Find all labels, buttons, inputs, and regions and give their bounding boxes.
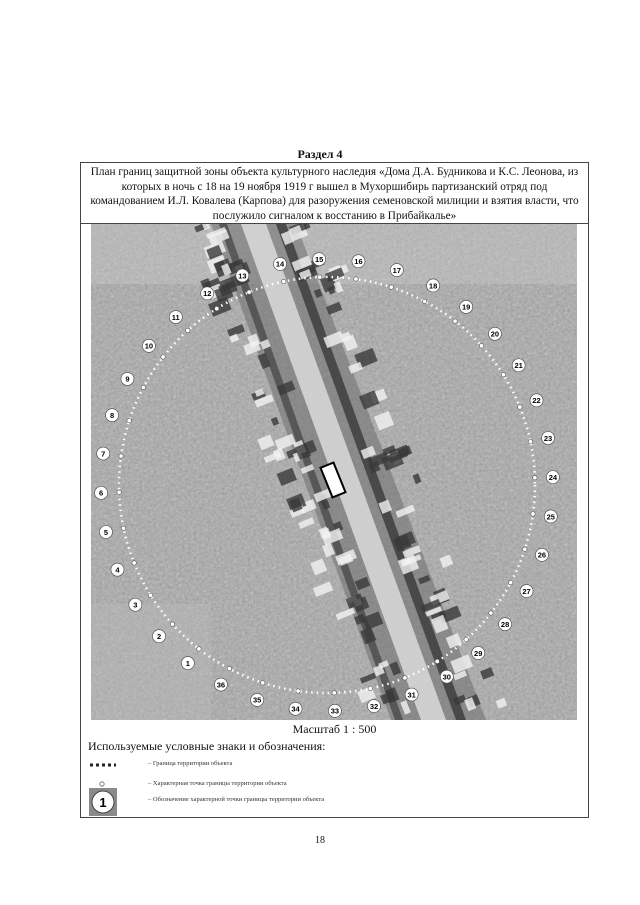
boundary-point [197, 647, 201, 651]
point-label: 24 [548, 472, 558, 482]
boundary-point [227, 666, 231, 670]
point-label: 11 [171, 312, 180, 322]
point-label: 14 [275, 259, 285, 269]
point-label: 27 [522, 586, 531, 596]
boundary-point [508, 580, 512, 584]
boundary-point [261, 681, 265, 685]
boundary-point [170, 622, 174, 626]
point-label: 31 [407, 690, 416, 700]
boundary-point [368, 686, 372, 690]
scale-label: Масштаб 1 : 500 [292, 722, 377, 736]
point-label: 5 [103, 527, 109, 537]
boundary-point [533, 476, 537, 480]
point-label: 20 [490, 329, 500, 339]
boundary-point [332, 691, 336, 695]
legend-item-label-text: – Обозначение характерной точки границы территории объекта [148, 796, 325, 803]
boundary-point [453, 319, 457, 323]
boundary-point [531, 512, 535, 516]
plan-title: План границ защитной зоны объекта культурного наследия «Дома Д.А. Будникова и К.С. Леонова, из которых в ночь с 18 на 19 ноября 1919 г вышел в Мухоршибирь партизанский отряд под командованием И.Л. Ковалева (Карпова) для разоружения семеновской милиции и взятия власти, что послужило сигналом к восстанию в Прибайкалье» [80, 162, 589, 224]
point-label: 29 [474, 648, 483, 658]
boundary-point [518, 405, 522, 409]
boundary-point [141, 385, 145, 389]
point-label: 36 [216, 680, 226, 690]
boundary-point [528, 440, 532, 444]
point-label: 18 [428, 281, 438, 291]
legend-item-point-text: – Характерная точка границы территории объекта [148, 780, 287, 787]
boundary-point [435, 659, 439, 663]
point-label: 15 [314, 254, 324, 264]
boundary-point [389, 285, 393, 289]
point-label: 16 [354, 256, 363, 266]
point-label: 3 [133, 600, 138, 610]
point-label: 7 [101, 449, 106, 459]
point-label: 6 [99, 488, 104, 498]
boundary-point [127, 419, 131, 423]
boundary-point [523, 547, 527, 551]
point-label: 17 [392, 265, 402, 275]
point-label: 4 [115, 565, 120, 575]
point-label-symbol [88, 787, 118, 817]
point-label: 26 [537, 550, 547, 560]
aerial-map [91, 224, 577, 720]
point-label: 21 [514, 361, 523, 371]
legend-title: Используемые условные знаки и обозначения: [88, 739, 326, 753]
section-title: Раздел 4 [297, 147, 343, 161]
boundary-point [464, 637, 468, 641]
boundary-point [296, 689, 300, 693]
point-label: 28 [500, 619, 510, 629]
boundary-point [121, 526, 125, 530]
boundary-point [282, 279, 286, 283]
point-label: 10 [144, 341, 154, 351]
boundary-point [132, 561, 136, 565]
point-label: 32 [369, 701, 379, 711]
point-label: 19 [461, 302, 471, 312]
boundary-point [117, 490, 121, 494]
point-label: 1 [185, 658, 190, 668]
point-label: 23 [543, 433, 553, 443]
page-number: 18 [315, 835, 325, 846]
point-label: 33 [330, 706, 340, 716]
boundary-point [186, 328, 190, 332]
boundary-point [354, 277, 358, 281]
boundary-point [501, 373, 505, 377]
boundary-line-symbol [88, 761, 118, 769]
point-label: 9 [125, 374, 130, 384]
point-label: 2 [156, 632, 162, 642]
boundary-point [215, 306, 219, 310]
point-label: 22 [532, 396, 541, 406]
boundary-point [422, 299, 426, 303]
point-label: 25 [546, 512, 555, 522]
boundary-point [148, 593, 152, 597]
boundary-point [119, 454, 123, 458]
point-label: 35 [252, 695, 262, 705]
boundary-point [489, 611, 493, 615]
point-label: 8 [109, 410, 115, 420]
legend-item-boundary-text: – Граница территории объекта [148, 760, 233, 767]
point-label-sample: 1 [99, 795, 107, 810]
boundary-point [479, 344, 483, 348]
point-label: 30 [442, 672, 451, 682]
point-label: 34 [291, 704, 300, 714]
point-label: 12 [203, 289, 212, 299]
boundary-point [161, 355, 165, 359]
boundary-point [318, 275, 322, 279]
boundary-point [403, 676, 407, 680]
point-label: 13 [238, 271, 247, 281]
boundary-point [247, 290, 251, 294]
